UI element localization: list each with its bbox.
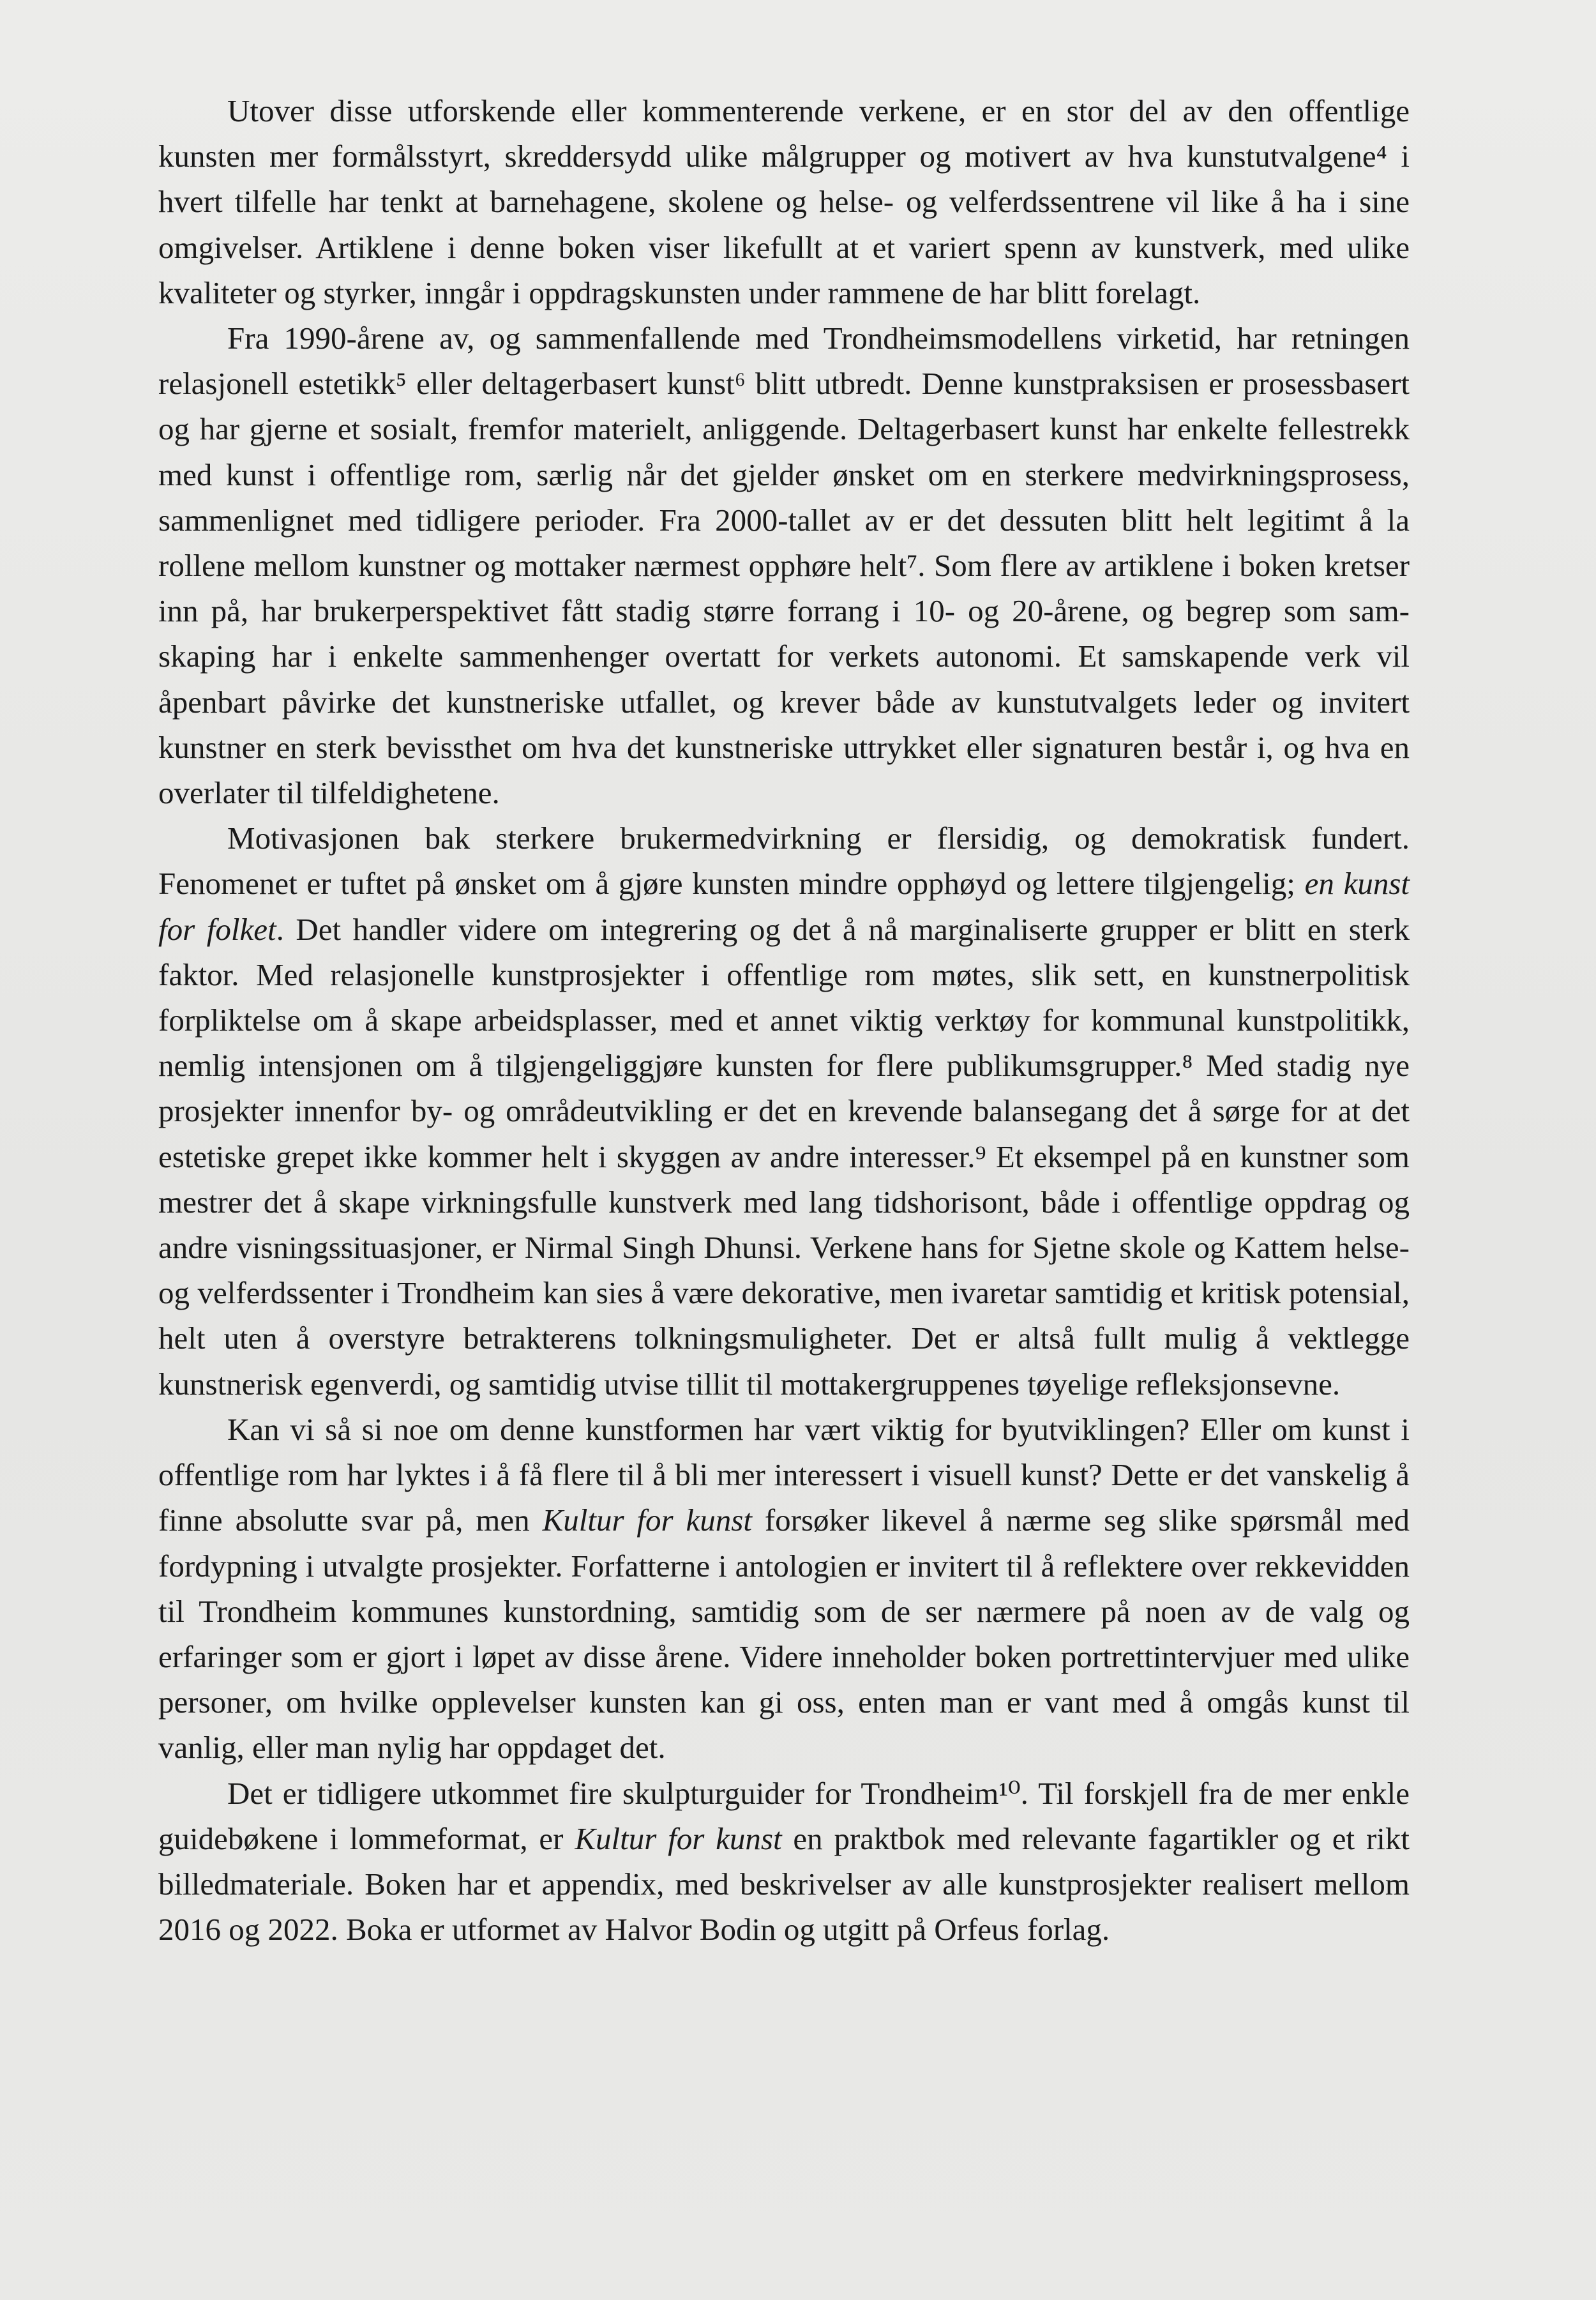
paragraph-1: Utover disse utforskende eller kommenterende verkene, er en stor del av den offentlige kunsten mer formålsstyrt, skreddersydd ulike målgrupper og motivert av hva kunstutvalgene⁴ i hvert tilfelle har tenkt at barnehagene, skolene og helse- og velferdssentrene vil like å ha i sine omgivelser. Artiklene i denne boken viser likefullt at et variert spenn av kunstverk, med ulike kvaliteter og styrker, inngår i oppdragskunsten under rammene de har blitt forelagt. [158,93,1410,310]
paragraph-5-book-title: Kultur for kunst [575,1820,782,1856]
body-text [158,88,1410,1952]
paragraph-4-book-title: Kultur for kunst [542,1502,752,1538]
paragraph-3-italic-phrase: en kunst for folket [158,866,1410,947]
paragraph-3 [158,815,1410,1407]
paragraph-3-text-after: . Det handler videre om integrering og det å nå marginaliserte grupper er blitt en sterk faktor. Med relasjonelle kunstprosjekter i offentlige rom møtes, slik sett, en kunstnerpolitisk forpliktelse om å skape arbeidsplasser, med et annet viktig verktøy for kommunal kunstpolitikk, nemlig intensjonen om å tilgjengeliggjøre kunsten for flere publikumsgrupper.⁸ Med stadig nye prosjekter innenfor by- og områdeutvikling er det en krevende balansegang det å sørge for at det estetiske grepet ikke kommer helt i skyggen av andre interesser.⁹ Et eksempel på en kunstner som mestrer det å skape virkningsfulle kunstverk med lang tidshorisont, både i offentlige oppdrag og andre visningssituasjoner, er Nirmal Singh Dhunsi. Verkene hans for Sjetne skole og Kattem helse- og velferdssenter i Trondheim kan sies å være dekorative, men ivaretar samtidig et kritisk potensial, helt uten å overstyre betrakterens tolkningsmuligheter. Det er altså fullt mulig å vektlegge kunstnerisk egenverdi, og samtidig utvise tillit til mottakergruppenes tøyelige refleksjonsevne. [158,911,1410,1402]
paragraph-2: Fra 1990-årene av, og sammenfallende med Trondheimsmodellens virketid, har retningen relasjonell estetikk⁵ eller deltagerbasert kunst⁶ blitt utbredt. Denne kunstpraksisen er prosessbasert og har gjerne et sosialt, fremfor materielt, anliggende. Deltagerbasert kunst har enkelte fellestrekk med kunst i offentlige rom, særlig når det gjelder ønsket om en sterkere medvirkningsprosess, sammenlignet med tidligere perioder. Fra 2000-tallet av er det dessuten blitt helt legitimt å la rollene mellom kunstner og mottaker nærmest opphøre helt⁷. Som flere av artiklene i boken kretser inn på, har brukerperspektivet fått stadig større forrang i 10- og 20-årene, og begrep som samskaping har i enkelte sammenhenger overtatt for verkets autonomi. Et samskapende verk vil åpenbart påvirke det kunstneriske utfallet, og krever både av kunstutvalgets leder og invitert kunstner en sterk bevissthet om hva det kunstneriske uttrykket eller signaturen består i, og hva en overlater til tilfeldighetene. [158,321,1410,811]
paragraph-5-text-before: Det er tidligere utkommet fire skulpturguider for Trondheim¹⁰. Til forskjell fra de mer enkle guidebøkene i lommeformat, er [158,1775,1410,1856]
paragraph-5-text-after: en praktbok med relevante fagartikler og et rikt billedmateriale. Boken har et appendix, med beskrivelser av alle kunstprosjekter realisert mellom 2016 og 2022. Boka er utformet av Halvor Bodin og utgitt på Orfeus forlag. [158,1820,1410,1948]
paragraph-4-text-before: Kan vi så si noe om denne kunstformen har vært viktig for byutviklingen? Eller om kunst i offentlige rom har lyktes i å få flere til å bli mer interessert i visuell kunst? Dette er det vanskelig å finne absolutte svar på, men [158,1411,1410,1538]
paragraph-4-text-after: forsøker likevel å nærme seg slike spørsmål med fordypning i utvalgte prosjekter. Forfatterne i antologien er invitert til å reflektere over rekkevidden til Trondheim kommunes kunstordning, samtidig som de ser nærmere på noen av de valg og erfaringer som er gjort i løpet av disse årene. Videre inneholder boken portrettintervjuer med ulike personer, om hvilke opplevelser kunsten kan gi oss, enten man er vant med å omgås kunst til vanlig, eller man nylig har oppdaget det. [158,1502,1410,1766]
paragraph-3-text-before: Motivasjonen bak sterkere brukermedvirkning er flersidig, og demokratisk fundert. Fenomenet er tuftet på ønsket om å gjøre kunsten mindre opphøyd og lettere tilgjengelig; [158,821,1410,902]
paragraph-5 [158,1771,1410,1953]
paragraph-4 [158,1407,1410,1771]
